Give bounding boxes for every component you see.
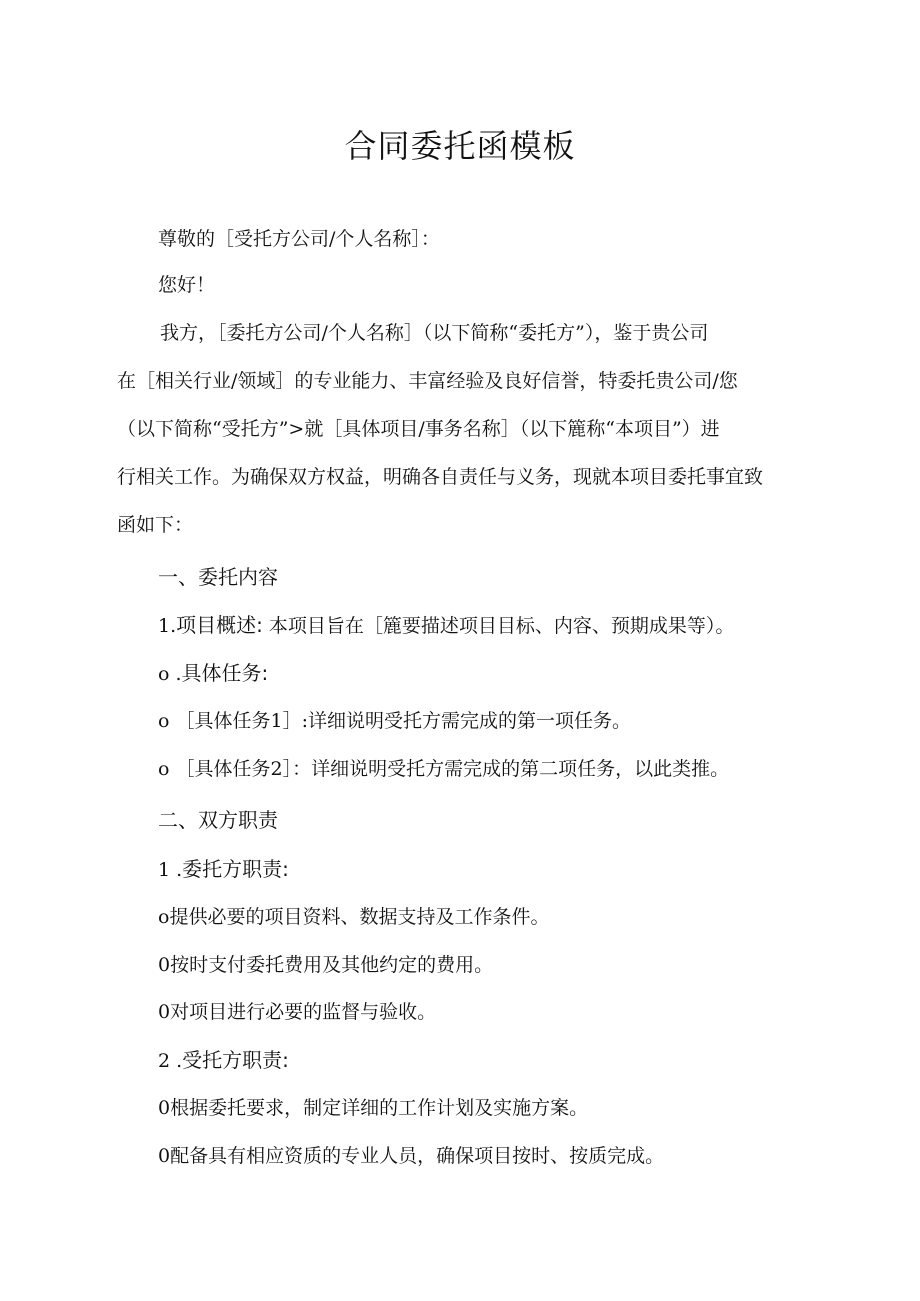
- intro-line-1: 我方，［委托方公司/个人名称］（以下简称“委托方”），鉴于贵公司: [160, 322, 709, 344]
- item-label: 受托方职责:: [182, 1048, 289, 1072]
- intro-line-4: 行相关工作。为确保双方权益，明确各自责任与义务，现就本项目委托事宜致: [117, 466, 764, 488]
- principal-duties-heading: [158, 854, 289, 885]
- agent-duty-item-2: 0配备具有相应资质的专业人员，确保项目按时、按质完成。: [158, 1145, 665, 1167]
- specific-tasks-item: [158, 658, 268, 689]
- principal-duty-item-2: 0按时支付委托费用及其他约定的费用。: [158, 954, 494, 976]
- document-title: 合同委托函模板: [344, 127, 576, 165]
- item-label: 具体任务:: [181, 661, 269, 685]
- agent-duties-heading: [158, 1045, 289, 1076]
- salutation-line: 您好！: [158, 274, 216, 296]
- project-overview-item: [158, 610, 734, 641]
- agent-duty-item-1: 0根据委托要求，制定详细的工作计划及实施方案。: [158, 1097, 589, 1119]
- section-heading-entrusted-content: 一、委托内容: [158, 565, 278, 589]
- principal-duty-item-1: o提供必要的项目资料、数据支持及工作条件。: [158, 906, 550, 928]
- intro-line-5: 函如下：: [117, 514, 194, 536]
- item-text: 本项目旨在［簏要描述项目目标、内容、预期成果等）。: [262, 615, 735, 637]
- item-number: 1.: [158, 615, 177, 637]
- intro-line-3: （以下简称“受托方”>就［具体项目/事务名称］（以下簏称“本项目”）进: [117, 418, 720, 440]
- task-item-1: o ［具体任务1］:详细说明受托方需完成的第一项任务。: [158, 710, 631, 732]
- item-number: o .: [158, 663, 182, 685]
- section-heading-responsibilities: 二、双方职责: [158, 808, 278, 832]
- item-label: 委托方职责:: [182, 857, 289, 881]
- intro-line-2: 在［相关行业/领域］的专业能力、丰富经验及良好信誉，特委托贵公司/您: [117, 370, 738, 392]
- item-number: 2 .: [158, 1050, 183, 1072]
- task-item-2: o ［具体任务2］：详细说明受托方需完成的第二项任务，以此类推。: [158, 758, 730, 780]
- item-label: 项目概述:: [176, 613, 263, 637]
- item-number: 1 .: [158, 859, 183, 881]
- principal-duty-item-3: 0对项目进行必要的监督与验收。: [158, 1001, 437, 1023]
- greeting-line: 尊敬的［受托方公司/个人名称］：: [158, 228, 440, 250]
